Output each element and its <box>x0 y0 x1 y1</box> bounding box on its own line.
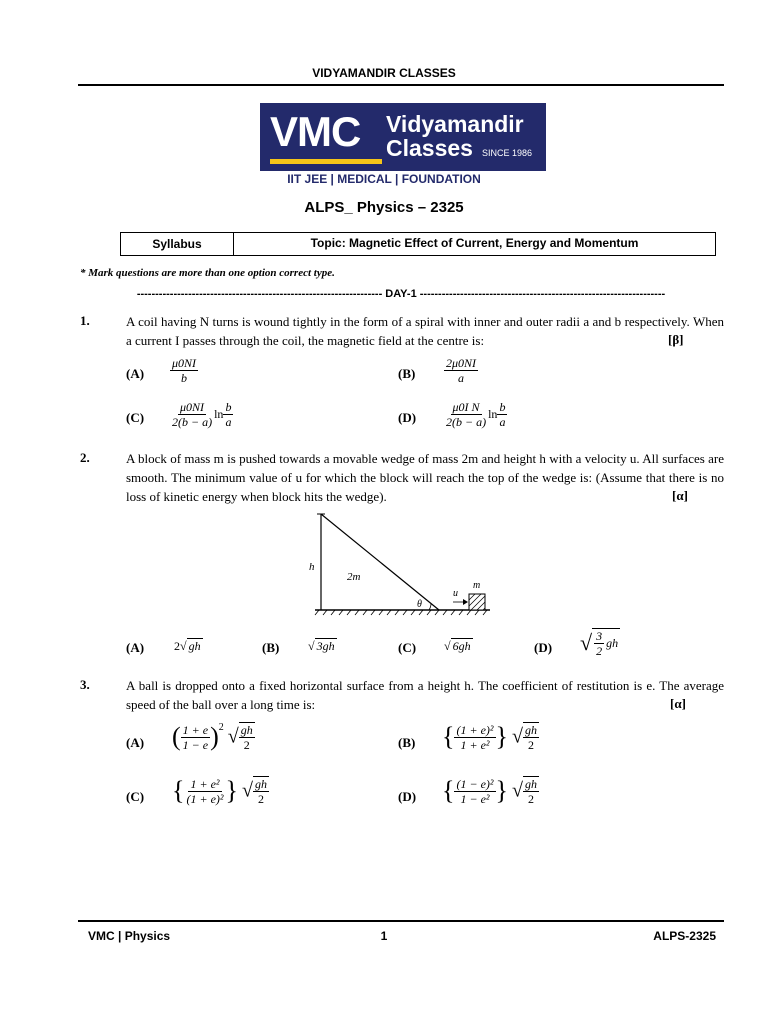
logo-abbr: VMC <box>270 108 361 155</box>
root-numerator: gh <box>524 777 537 791</box>
wedge-figure <box>305 508 505 620</box>
footer-left: VMC | Physics <box>88 929 171 943</box>
option-formula <box>444 400 507 429</box>
formula-numerator: 2μ0NI <box>446 356 477 370</box>
question-text: A coil having N turns is wound tightly in the form of a spiral with inner and outer radii a and b respectively. When a current I passes through the coil, the magnetic field at the centre is: <box>126 314 724 348</box>
question-text: A block of mass m is pushed towards a movable wedge of mass 2m and height h with a velocity u. All surfaces are smooth. The minimum value of u for which the block will reach the top of the wedge is: (Assume that there is no loss of kinetic energy when block hits the wedge). <box>126 451 724 504</box>
page-number: 1 <box>380 929 388 943</box>
formula-numerator: μ0NI <box>172 356 197 370</box>
logo-since: SINCE 1986 <box>482 148 533 158</box>
label-velocity: u <box>453 588 458 599</box>
root-denominator: 2 <box>243 738 250 752</box>
question-text: A ball is dropped onto a fixed horizontal surface from a height h. The coefficient of restitution is e. The average speed of the ball over a long time is: <box>126 678 724 712</box>
fraction-numerator: 3 <box>596 629 603 643</box>
option-type-note: * Mark questions are more than one option correct type. <box>80 267 335 279</box>
question-number: 1. <box>80 313 90 328</box>
root-numerator: gh <box>524 723 537 737</box>
logo-underline <box>270 159 382 164</box>
log-numerator: b <box>499 400 506 414</box>
option-formula: { $\frac{\text{(1 + e)²}}{\text{1 + e²}}$ } √ $\frac{gh}{2}$ <box>442 722 537 752</box>
option-label: (A) <box>126 640 145 655</box>
option-formula <box>170 356 198 385</box>
option-formula: √ $\frac{3}{2}$ gh <box>580 629 619 658</box>
option-label: (C) <box>126 789 145 804</box>
root-denominator: 2 <box>527 792 534 806</box>
formula-numerator: μ0I N <box>452 400 480 414</box>
formula-denominator: a <box>458 371 465 385</box>
logo-name-line2: Classes <box>386 135 473 161</box>
option-label: (C) <box>398 640 417 655</box>
ln-symbol: ln <box>214 407 224 422</box>
question-tag: [α] <box>672 488 688 503</box>
option-formula <box>170 400 233 429</box>
syllabus-box <box>120 232 716 256</box>
syllabus-label: Syllabus <box>121 233 234 255</box>
label-block-mass: m <box>473 580 481 591</box>
radicand: 6gh <box>452 639 471 653</box>
formula-denominator: 2(b − a) <box>446 415 487 429</box>
radicand: 3gh <box>316 639 335 653</box>
question-number: 3. <box>80 677 90 692</box>
label-angle: θ <box>417 599 422 610</box>
option-label: (A) <box>126 735 145 750</box>
root-denominator: 2 <box>527 738 534 752</box>
log-numerator: b <box>225 400 232 414</box>
fraction-denominator: 2 <box>596 644 603 658</box>
option-formula: 2√ gh <box>174 639 201 653</box>
formula-denominator: 1 − e <box>182 737 209 752</box>
formula-numerator: μ0NI <box>180 400 205 414</box>
option-label: (B) <box>262 640 280 655</box>
radicand: gh <box>606 636 619 650</box>
option-formula: ( $\frac{1 + e}{1 - e}$ )$^2$ √ $\frac{gh}{2}$ <box>172 722 253 752</box>
logo-tagline: IIT JEE | MEDICAL | FOUNDATION <box>287 172 481 186</box>
header-title: VIDYAMANDIR CLASSES <box>312 66 456 80</box>
document-title: ALPS_ Physics – 2325 <box>304 199 464 216</box>
option-formula: √ 3gh <box>308 639 335 653</box>
vmc-logo <box>260 103 546 171</box>
question-tag: [α] <box>670 696 686 711</box>
log-denominator: a <box>499 415 506 429</box>
formula-denominator: 1 − e² <box>460 791 490 806</box>
root-numerator: gh <box>240 723 253 737</box>
label-wedge-mass: 2m <box>347 571 361 583</box>
coefficient: 2 <box>174 639 180 653</box>
exponent: 2 <box>218 722 224 733</box>
logo-name-line1: Vidyamandir <box>386 111 524 137</box>
option-label: (D) <box>398 410 417 425</box>
option-label: (C) <box>126 410 145 425</box>
question-number: 2. <box>80 450 90 465</box>
option-formula: { $\frac{\text{(1 − e)²}}{\text{1 − e²}}$ } √ $\frac{gh}{2}$ <box>442 776 537 806</box>
root-numerator: gh <box>254 777 267 791</box>
formula-numerator: 1 + e² <box>190 776 220 791</box>
option-formula: { $\frac{\text{1 + e²}}{\text{(1 + e)²}}$ } √ $\frac{gh}{2}$ <box>172 776 267 806</box>
formula-denominator: 1 + e² <box>460 737 490 752</box>
option-label: (B) <box>398 366 416 381</box>
formula-denominator: b <box>181 371 188 385</box>
footer-right: ALPS-2325 <box>653 929 716 943</box>
option-label: (D) <box>534 640 553 655</box>
formula-numerator: 1 + e <box>182 722 209 737</box>
option-label: (B) <box>398 735 416 750</box>
formula-numerator: (1 − e)² <box>456 776 494 791</box>
footer-rule <box>78 920 724 922</box>
formula-denominator: 2(b − a) <box>172 415 213 429</box>
header-rule <box>78 84 724 86</box>
label-h: h <box>309 561 315 573</box>
day-separator: ------------------------------------------------------------------- DAY-1 ------------------------------------------------------------------- <box>136 288 666 300</box>
option-formula: √ 6gh <box>444 639 471 653</box>
option-label: (D) <box>398 789 417 804</box>
log-denominator: a <box>225 415 232 429</box>
ln-symbol: ln <box>488 407 498 422</box>
formula-denominator: (1 + e)² <box>186 791 224 806</box>
root-denominator: 2 <box>257 792 264 806</box>
question-tag: [β] <box>668 332 684 347</box>
option-label: (A) <box>126 366 145 381</box>
formula-numerator: (1 + e)² <box>456 722 494 737</box>
radicand: gh <box>188 639 201 653</box>
option-formula <box>444 356 478 385</box>
syllabus-topic: Topic: Magnetic Effect of Current, Energy and Momentum <box>310 236 639 250</box>
